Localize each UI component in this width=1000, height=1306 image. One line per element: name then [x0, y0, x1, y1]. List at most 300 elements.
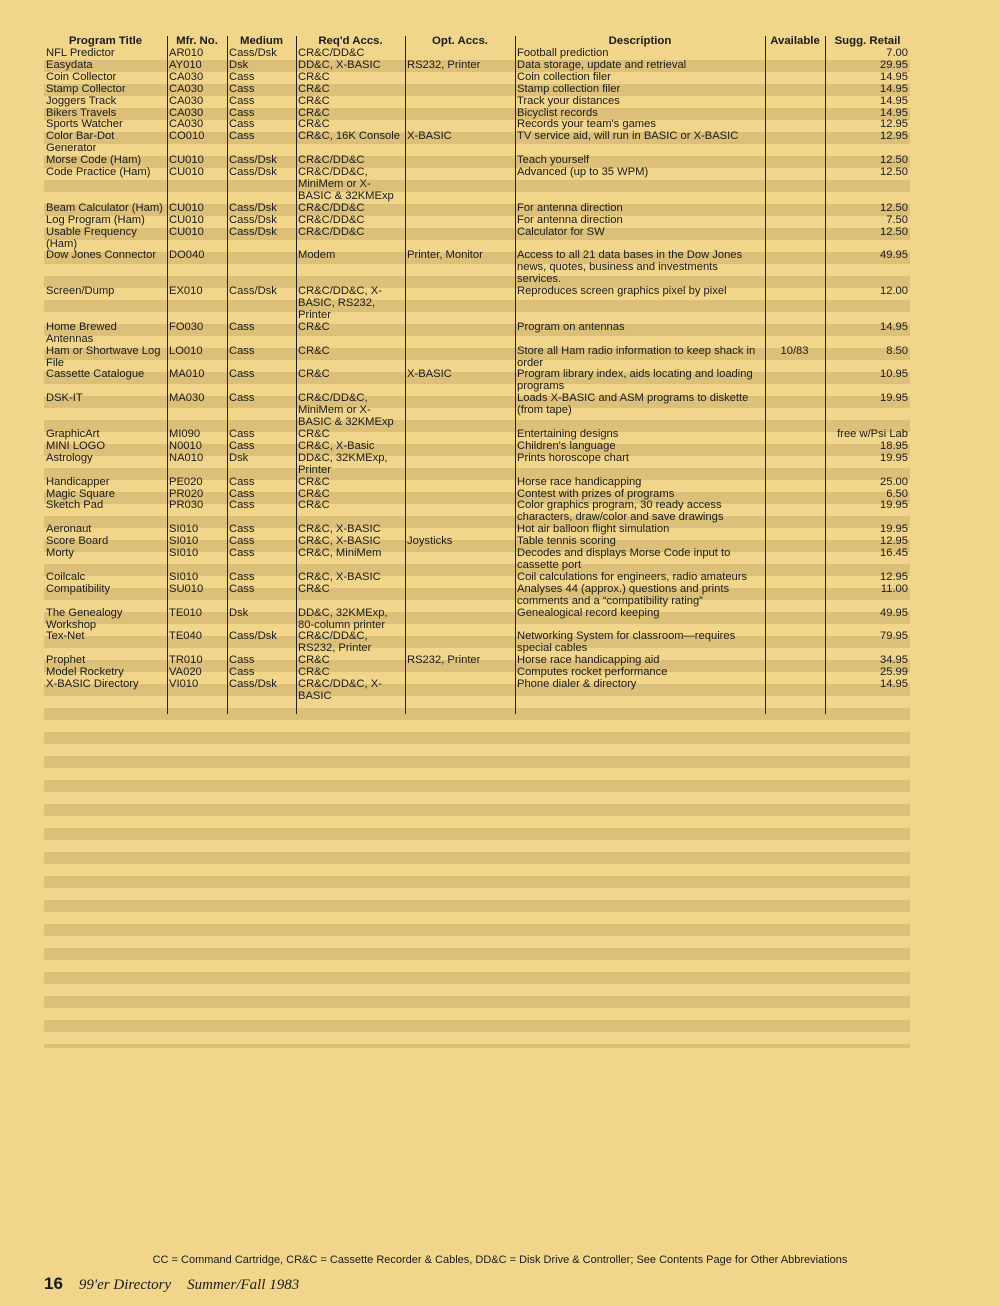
- table-row: [44, 608, 910, 632]
- optional-accessories-cell: [405, 477, 515, 489]
- mfr-number-cell: CA030: [169, 83, 204, 95]
- table-row: [44, 119, 910, 131]
- program-title-cell: Compatibility: [46, 583, 111, 595]
- program-title-cell: Cassette Catalogue: [46, 369, 145, 381]
- retail-price-cell: free w/Psi Lab: [837, 429, 908, 440]
- table-body: [44, 48, 910, 703]
- medium-cell: Cass: [229, 131, 255, 143]
- retail-price-cell: 12.50: [880, 226, 908, 238]
- retail-price-cell: 19.95: [880, 524, 908, 536]
- table-row: [44, 477, 910, 489]
- required-accessories-cell: CR&C, X-Basic: [298, 440, 375, 452]
- required-accessories-cell: CR&C, X-BASIC: [298, 524, 381, 536]
- medium-cell: Cass: [229, 71, 255, 83]
- optional-accessories-cell: [405, 667, 515, 679]
- column-header: Medium: [239, 36, 284, 48]
- medium-cell: Cass: [229, 571, 255, 583]
- program-title-cell: MINI LOGO: [46, 440, 106, 452]
- required-accessories-cell: CR&C: [298, 107, 330, 119]
- medium-cell: Cass/Dsk: [229, 679, 277, 691]
- description-cell: Entertaining designs: [517, 429, 619, 440]
- retail-price-cell: 25.00: [880, 476, 908, 488]
- mfr-number-cell: TE040: [169, 631, 202, 643]
- medium-cell: Cass/Dsk: [229, 155, 277, 167]
- program-title-cell: Log Program (Ham): [46, 214, 145, 226]
- required-accessories-cell: CR&C/DD&C: [298, 48, 365, 59]
- mfr-number-cell: CU010: [169, 155, 204, 167]
- availability-cell: [765, 655, 825, 667]
- retail-price-cell: 79.95: [880, 631, 908, 643]
- required-accessories-cell: CR&C: [298, 583, 330, 595]
- required-accessories-cell: CR&C: [298, 83, 330, 95]
- medium-cell: Cass: [229, 107, 255, 119]
- availability-cell: 10/83: [780, 345, 809, 357]
- program-title-cell: Dow Jones Connector: [46, 250, 157, 262]
- program-title-cell: Model Rocketry: [46, 667, 124, 679]
- availability-cell: [765, 322, 825, 346]
- availability-cell: [765, 453, 825, 477]
- optional-accessories-cell: [405, 679, 515, 703]
- description-cell: Networking System for classroom—requires special cables: [517, 631, 736, 655]
- program-title-cell: Magic Square: [46, 488, 116, 500]
- medium-cell: Cass/Dsk: [229, 48, 277, 59]
- medium-cell: [227, 250, 296, 286]
- page-number: 16: [44, 1274, 63, 1293]
- description-cell: Prints horoscope chart: [517, 452, 629, 464]
- required-accessories-cell: DD&C, X-BASIC: [298, 59, 381, 71]
- mfr-number-cell: CU010: [169, 202, 204, 214]
- required-accessories-cell: CR&C: [298, 345, 330, 357]
- optional-accessories-cell: [405, 108, 515, 120]
- retail-price-cell: 12.95: [880, 119, 908, 131]
- mfr-number-cell: VI010: [169, 679, 199, 691]
- availability-cell: [765, 227, 825, 251]
- availability-cell: [765, 667, 825, 679]
- table-row: [44, 679, 910, 703]
- mfr-number-cell: PR030: [169, 500, 204, 512]
- mfr-number-cell: MA030: [169, 393, 205, 405]
- retail-price-cell: 14.95: [880, 321, 908, 333]
- description-cell: Data storage, update and retrieval: [517, 59, 687, 71]
- required-accessories-cell: CR&C: [298, 369, 330, 381]
- description-cell: Hot air balloon flight simulation: [517, 524, 670, 536]
- retail-price-cell: 14.95: [880, 107, 908, 119]
- optional-accessories-cell: [405, 84, 515, 96]
- retail-price-cell: 14.95: [880, 71, 908, 83]
- availability-cell: [765, 631, 825, 655]
- description-cell: Teach yourself: [517, 155, 590, 167]
- description-cell: Computes rocket performance: [517, 667, 668, 679]
- retail-price-cell: 12.50: [880, 167, 908, 179]
- table-row: [44, 167, 910, 203]
- optional-accessories-cell: X-BASIC: [407, 369, 452, 381]
- program-title-cell: Joggers Track: [46, 95, 117, 107]
- mfr-number-cell: CU010: [169, 167, 204, 179]
- availability-cell: [765, 119, 825, 131]
- mfr-number-cell: FO030: [169, 321, 204, 333]
- mfr-number-cell: TR010: [169, 655, 203, 667]
- mfr-number-cell: CU010: [169, 226, 204, 238]
- availability-cell: [765, 72, 825, 84]
- mfr-number-cell: CU010: [169, 214, 204, 226]
- description-cell: Football prediction: [517, 48, 609, 59]
- table-row: [44, 131, 910, 155]
- column-header: Opt. Accs.: [432, 36, 488, 48]
- table-row: [44, 655, 910, 667]
- description-cell: Horse race handicapping: [517, 476, 642, 488]
- required-accessories-cell: CR&C/DD&C, MiniMem or X-BASIC & 32KMExp: [298, 167, 394, 202]
- mfr-number-cell: MI090: [169, 429, 201, 440]
- retail-price-cell: 10.95: [880, 369, 908, 381]
- optional-accessories-cell: [405, 346, 515, 370]
- required-accessories-cell: CR&C, X-BASIC: [298, 536, 381, 548]
- program-title-cell: Home Brewed Antennas: [46, 321, 117, 345]
- medium-cell: Cass: [229, 488, 255, 500]
- publication-name: 99'er Directory: [78, 1277, 172, 1293]
- mfr-number-cell: SI010: [169, 548, 199, 560]
- retail-price-cell: 12.50: [880, 155, 908, 167]
- retail-price-cell: 6.50: [886, 488, 908, 500]
- retail-price-cell: 14.95: [880, 95, 908, 107]
- required-accessories-cell: DD&C, 32KMExp, Printer: [298, 452, 388, 476]
- optional-accessories-cell: [405, 489, 515, 501]
- availability-cell: [765, 489, 825, 501]
- availability-cell: [765, 96, 825, 108]
- table-row: [44, 500, 910, 524]
- medium-cell: Cass/Dsk: [229, 214, 277, 226]
- table-row: [44, 96, 910, 108]
- description-cell: Phone dialer & directory: [517, 679, 637, 691]
- program-title-cell: Sports Watcher: [46, 119, 123, 131]
- optional-accessories-cell: [405, 524, 515, 536]
- optional-accessories-cell: RS232, Printer: [407, 59, 481, 71]
- required-accessories-cell: CR&C/DD&C, MiniMem or X-BASIC & 32KMExp: [298, 393, 394, 429]
- description-cell: Calculator for SW: [517, 226, 605, 238]
- medium-cell: Cass: [229, 369, 255, 381]
- optional-accessories-cell: Joysticks: [407, 536, 453, 548]
- medium-cell: Cass/Dsk: [229, 286, 277, 298]
- description-cell: For antenna direction: [517, 202, 623, 214]
- required-accessories-cell: CR&C/DD&C: [298, 155, 365, 167]
- program-title-cell: Easydata: [46, 59, 93, 71]
- table-row: [44, 584, 910, 608]
- description-cell: Track your distances: [517, 95, 620, 107]
- medium-cell: Cass: [229, 667, 255, 679]
- table-row: [44, 227, 910, 251]
- mfr-number-cell: N0010: [169, 440, 202, 452]
- availability-cell: [765, 679, 825, 703]
- medium-cell: Cass: [229, 583, 255, 595]
- description-cell: Advanced (up to 35 WPM): [517, 167, 649, 179]
- retail-price-cell: 49.95: [880, 607, 908, 619]
- medium-cell: Cass: [229, 83, 255, 95]
- medium-cell: Cass/Dsk: [229, 202, 277, 214]
- optional-accessories-cell: [405, 72, 515, 84]
- program-title-cell: GraphicArt: [46, 429, 100, 440]
- column-header: Sugg. Retail: [834, 36, 901, 48]
- required-accessories-cell: CR&C/DD&C, RS232, Printer: [298, 631, 372, 655]
- mfr-number-cell: NA010: [169, 452, 204, 464]
- abbreviations-footnote: CC = Command Cartridge, CR&C = Cassette Recorder & Cables, DD&C = Disk Drive & Controller; See Contents Page for Other Abbreviations: [152, 1254, 848, 1266]
- program-title-cell: Aeronaut: [46, 524, 92, 536]
- column-header: Req'd Accs.: [318, 36, 383, 48]
- description-cell: Decodes and displays Morse Code input to cassette port: [517, 548, 731, 571]
- medium-cell: Cass: [229, 476, 255, 488]
- medium-cell: Cass: [229, 393, 255, 405]
- retail-price-cell: 8.50: [886, 345, 908, 357]
- optional-accessories-cell: [405, 393, 515, 429]
- optional-accessories-cell: [405, 608, 515, 632]
- optional-accessories-cell: [405, 500, 515, 524]
- table-row: [44, 322, 910, 346]
- program-title-cell: Screen/Dump: [46, 286, 115, 298]
- mfr-number-cell: CA030: [169, 119, 204, 131]
- medium-cell: Cass/Dsk: [229, 631, 277, 643]
- table-row: [44, 393, 910, 429]
- retail-price-cell: 19.95: [880, 393, 908, 405]
- required-accessories-cell: CR&C: [298, 476, 330, 488]
- retail-price-cell: 14.95: [880, 83, 908, 95]
- description-cell: Bicyclist records: [517, 107, 598, 119]
- optional-accessories-cell: [405, 441, 515, 453]
- optional-accessories-cell: [405, 167, 515, 203]
- optional-accessories-cell: [405, 453, 515, 477]
- mfr-number-cell: TE010: [169, 607, 202, 619]
- table-row: [44, 250, 910, 286]
- mfr-number-cell: AR010: [169, 48, 204, 59]
- medium-cell: Cass: [229, 655, 255, 667]
- description-cell: TV service aid, will run in BASIC or X-BASIC: [517, 131, 739, 143]
- description-cell: Genealogical record keeping: [517, 607, 660, 619]
- optional-accessories-cell: [405, 572, 515, 584]
- program-title-cell: Beam Calculator (Ham): [46, 202, 163, 214]
- mfr-number-cell: SI010: [169, 571, 199, 583]
- availability-cell: [765, 441, 825, 453]
- availability-cell: [765, 572, 825, 584]
- description-cell: Program library index, aids locating and loading programs: [517, 369, 753, 393]
- availability-cell: [765, 286, 825, 322]
- retail-price-cell: 49.95: [880, 250, 908, 262]
- availability-cell: [765, 84, 825, 96]
- page-footer: [44, 1274, 299, 1294]
- mfr-number-cell: EX010: [169, 286, 203, 298]
- optional-accessories-cell: [405, 322, 515, 346]
- program-title-cell: Usable Frequency (Ham): [46, 226, 137, 250]
- availability-cell: [765, 215, 825, 227]
- program-title-cell: Bikers Travels: [46, 107, 117, 119]
- required-accessories-cell: Modem: [298, 250, 336, 262]
- required-accessories-cell: CR&C/DD&C: [298, 214, 365, 226]
- medium-cell: Cass: [229, 536, 255, 548]
- table-row: [44, 524, 910, 536]
- required-accessories-cell: CR&C, 16K Console: [298, 131, 400, 143]
- program-title-cell: Code Practice (Ham): [46, 167, 151, 179]
- optional-accessories-cell: [405, 286, 515, 322]
- medium-cell: Cass: [229, 321, 255, 333]
- description-cell: Coil calculations for engineers, radio amateurs: [517, 571, 748, 583]
- table-row: [44, 369, 910, 393]
- required-accessories-cell: CR&C: [298, 71, 330, 83]
- mfr-number-cell: PR020: [169, 488, 204, 500]
- availability-cell: [765, 524, 825, 536]
- medium-cell: Cass: [229, 95, 255, 107]
- program-title-cell: Score Board: [46, 536, 109, 548]
- retail-price-cell: 11.00: [880, 583, 908, 595]
- optional-accessories-cell: [405, 96, 515, 108]
- mfr-number-cell: PE020: [169, 476, 203, 488]
- description-cell: Coin collection filer: [517, 71, 611, 83]
- retail-price-cell: 12.95: [880, 571, 908, 583]
- retail-price-cell: 16.45: [880, 548, 908, 560]
- mfr-number-cell: SU010: [169, 583, 204, 595]
- table-row: [44, 84, 910, 96]
- table-row: [44, 155, 910, 167]
- program-title-cell: X-BASIC Directory: [46, 679, 139, 691]
- retail-price-cell: 29.95: [880, 59, 908, 71]
- availability-cell: [765, 108, 825, 120]
- required-accessories-cell: CR&C: [298, 488, 330, 500]
- retail-price-cell: 12.95: [880, 536, 908, 548]
- program-title-cell: Stamp Collector: [46, 83, 126, 95]
- availability-cell: [765, 155, 825, 167]
- availability-cell: [765, 203, 825, 215]
- table-row: [44, 453, 910, 477]
- mfr-number-cell: DO040: [169, 250, 205, 262]
- availability-cell: [765, 500, 825, 524]
- optional-accessories-cell: [405, 429, 515, 441]
- availability-cell: [765, 477, 825, 489]
- table-row: [44, 215, 910, 227]
- optional-accessories-cell: X-BASIC: [407, 131, 452, 143]
- medium-cell: Cass: [229, 345, 255, 357]
- table-row: [44, 203, 910, 215]
- retail-price-cell: 12.50: [880, 202, 908, 214]
- medium-cell: Dsk: [229, 607, 249, 619]
- required-accessories-cell: CR&C: [298, 500, 330, 512]
- medium-cell: Cass: [229, 524, 255, 536]
- availability-cell: [765, 548, 825, 572]
- table-row: [44, 667, 910, 679]
- availability-cell: [765, 584, 825, 608]
- description-cell: Store all Ham radio information to keep shack in order: [517, 345, 756, 369]
- mfr-number-cell: CA030: [169, 107, 204, 119]
- description-cell: For antenna direction: [517, 214, 623, 226]
- availability-cell: [765, 131, 825, 155]
- program-title-cell: Ham or Shortwave Log File: [46, 345, 161, 369]
- optional-accessories-cell: RS232, Printer: [407, 655, 481, 667]
- mfr-number-cell: SI010: [169, 536, 199, 548]
- availability-cell: [765, 48, 825, 60]
- optional-accessories-cell: [405, 584, 515, 608]
- availability-cell: [765, 250, 825, 286]
- retail-price-cell: 7.00: [886, 48, 908, 59]
- required-accessories-cell: CR&C: [298, 655, 330, 667]
- medium-cell: Cass: [229, 119, 255, 131]
- availability-cell: [765, 60, 825, 72]
- optional-accessories-cell: [405, 119, 515, 131]
- description-cell: Color graphics program, 30 ready access characters, draw/color and save drawings: [517, 500, 724, 524]
- mfr-number-cell: VA020: [169, 667, 202, 679]
- description-cell: Table tennis scoring: [517, 536, 616, 548]
- medium-cell: Cass: [229, 429, 255, 440]
- column-header: Program Title: [68, 36, 143, 48]
- program-title-cell: Coin Collector: [46, 71, 117, 83]
- column-header: Available: [770, 36, 820, 48]
- medium-cell: Cass: [229, 440, 255, 452]
- table-row: [44, 441, 910, 453]
- description-cell: Stamp collection filer: [517, 83, 621, 95]
- program-title-cell: The Genealogy Workshop: [46, 607, 123, 631]
- program-title-cell: Sketch Pad: [46, 500, 104, 512]
- issue-date: Summer/Fall 1983: [187, 1277, 300, 1293]
- table-row: [44, 429, 910, 441]
- medium-cell: Cass/Dsk: [229, 226, 277, 238]
- required-accessories-cell: CR&C/DD&C: [298, 202, 365, 214]
- retail-price-cell: 19.95: [880, 500, 908, 512]
- program-title-cell: NFL Predictor: [46, 48, 115, 59]
- availability-cell: [765, 393, 825, 429]
- column-header: Mfr. No.: [176, 36, 218, 48]
- program-title-cell: Morse Code (Ham): [46, 155, 142, 167]
- required-accessories-cell: DD&C, 32KMExp, 80-column printer: [298, 607, 388, 631]
- table-row: [44, 346, 910, 370]
- description-cell: Contest with prizes of programs: [517, 488, 675, 500]
- description-cell: Children's language: [517, 440, 616, 452]
- optional-accessories-cell: [405, 203, 515, 215]
- table-row: [44, 572, 910, 584]
- mfr-number-cell: CA030: [169, 95, 204, 107]
- medium-cell: Cass/Dsk: [229, 167, 277, 179]
- retail-price-cell: 12.95: [880, 131, 908, 143]
- program-title-cell: Color Bar-Dot Generator: [46, 131, 115, 155]
- program-title-cell: Prophet: [46, 655, 86, 667]
- program-title-cell: Handicapper: [46, 476, 110, 488]
- program-title-cell: Astrology: [46, 452, 93, 464]
- required-accessories-cell: CR&C/DD&C, X-BASIC: [298, 679, 382, 702]
- required-accessories-cell: CR&C: [298, 321, 330, 333]
- mfr-number-cell: SI010: [169, 524, 199, 536]
- description-cell: Analyses 44 (approx.) questions and prints comments and a “compatibility rating”: [517, 583, 730, 607]
- description-cell: Records your team's games: [517, 119, 656, 131]
- retail-price-cell: 18.95: [880, 440, 908, 452]
- required-accessories-cell: CR&C/DD&C: [298, 226, 365, 238]
- program-title-cell: Coilcalc: [46, 571, 86, 583]
- program-title-cell: Morty: [46, 548, 74, 560]
- availability-cell: [765, 167, 825, 203]
- optional-accessories-cell: [405, 227, 515, 251]
- program-table: [44, 36, 910, 703]
- description-cell: Reproduces screen graphics pixel by pixel: [517, 286, 727, 298]
- description-cell: Access to all 21 data bases in the Dow Jones news, quotes, business and investments services.: [517, 250, 743, 286]
- retail-price-cell: 25.99: [880, 667, 908, 679]
- table-row: [44, 536, 910, 548]
- mfr-number-cell: CA030: [169, 71, 204, 83]
- optional-accessories-cell: [405, 548, 515, 572]
- required-accessories-cell: CR&C/DD&C, X-BASIC, RS232, Printer: [298, 286, 382, 321]
- medium-cell: Dsk: [229, 452, 249, 464]
- optional-accessories-cell: [405, 215, 515, 227]
- retail-price-cell: 14.95: [880, 679, 908, 691]
- optional-accessories-cell: [405, 631, 515, 655]
- table-row: [44, 48, 910, 60]
- program-title-cell: DSK-IT: [46, 393, 83, 405]
- program-title-cell: Tex-Net: [46, 631, 85, 643]
- medium-cell: Cass: [229, 548, 255, 560]
- mfr-number-cell: LO010: [169, 345, 203, 357]
- table-row: [44, 548, 910, 572]
- table-row: [44, 108, 910, 120]
- required-accessories-cell: CR&C: [298, 95, 330, 107]
